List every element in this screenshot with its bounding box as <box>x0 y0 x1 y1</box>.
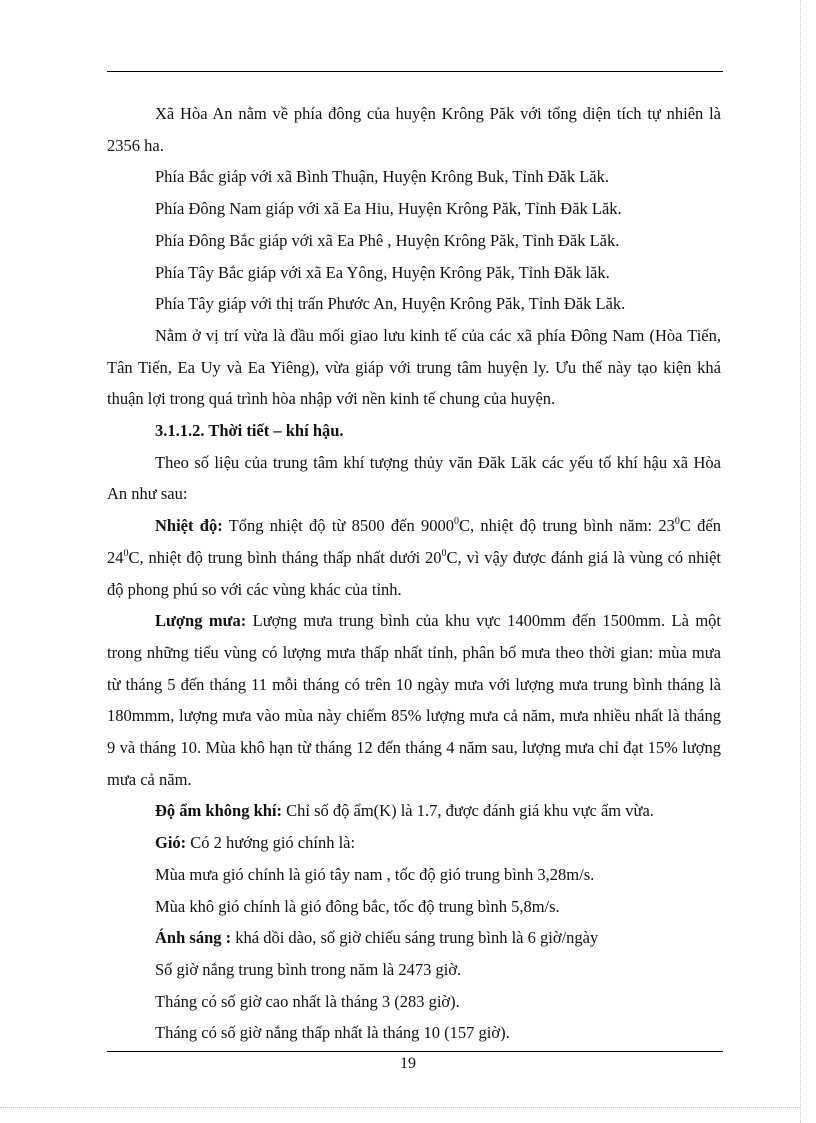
page-number: 19 <box>400 1055 416 1072</box>
document-body <box>107 98 721 1049</box>
sunshine-min-month: Tháng có số giờ nắng thấp nhất là tháng 10 (157 giờ). <box>155 1023 510 1043</box>
paragraph-location: Nằm ở vị trí vừa là đầu mối giao lưu kinh tế của các xã phía Đông Nam (Hòa Tiến, Tân Tiến, Ea Uy và Ea Yiêng), vừa giáp với trung tâm huyện ly. Ưu thế này tạo kiện khá thuận lợi trong quá trình hòa nhập với nền kinh tế chung của huyện. <box>107 325 721 409</box>
border-southeast: Phía Đông Nam giáp với xã Ea Hiu, Huyện Krông Păk, Tỉnh Đăk Lăk. <box>155 199 622 219</box>
paragraph-area: Xã Hòa An nằm về phía đông của huyện Krông Păk với tổng diện tích tự nhiên là 2356 ha. <box>107 104 721 155</box>
wind-dry-season: Mùa khô gió chính là gió đông bắc, tốc độ trung bình 5,8m/s. <box>155 896 560 916</box>
rainfall-label: Lượng mưa: <box>155 611 247 631</box>
border-northwest: Phía Tây Bắc giáp với xã Ea Yông, Huyện Krông Păk, Tỉnh Đăk lăk. <box>155 262 610 282</box>
temperature-text-1: Tổng nhiệt độ từ 8500 đến 9000 <box>222 516 454 536</box>
sunshine-max-month: Tháng có số giờ cao nhất là tháng 3 (283 giờ). <box>155 991 460 1011</box>
wind-text: Có 2 hướng gió chính là: <box>186 833 356 853</box>
temperature-text-5: C, vì vậy được đánh giá là vùng có nhiệt độ phong phú so với các vùng khác của tỉnh. <box>107 547 721 599</box>
section-heading-text: 3.1.1.2. Thời tiết – khí hậu. <box>155 421 344 441</box>
page-edge-bottom <box>0 1107 800 1108</box>
humidity-text: Chỉ số độ ẩm(K) là 1.7, được đánh giá khu vực ẩm vừa. <box>282 801 654 821</box>
degree-sup-1: 0 <box>453 516 459 528</box>
light-label: Ánh sáng : <box>155 928 232 948</box>
paragraph-temperature <box>107 510 721 605</box>
temperature-text-2: C, nhiệt độ trung bình năm: 23 <box>458 516 675 536</box>
degree-sup-2: 0 <box>674 516 680 528</box>
temperature-text-3: C đến 24 <box>107 516 722 567</box>
wind-rainy-season: Mùa mưa gió chính là gió tây nam , tốc độ gió trung bình 3,28m/s. <box>155 864 595 884</box>
section-heading <box>107 415 721 447</box>
paragraph-light <box>107 922 721 954</box>
page-edge-right <box>800 0 801 1123</box>
border-west: Phía Tây giáp với thị trấn Phước An, Huyện Krông Păk, Tỉnh Đăk Lăk. <box>155 294 626 314</box>
paragraph-rainfall <box>107 605 721 795</box>
temperature-text-4: C, nhiệt độ trung bình tháng thấp nhất dưới 20 <box>128 547 442 567</box>
paragraph-humidity <box>107 795 721 827</box>
wind-label: Gió: <box>155 833 187 853</box>
sunshine-annual: Số giờ nắng trung bình trong năm là 2473 giờ. <box>155 959 462 979</box>
footer-rule <box>107 1051 723 1052</box>
light-text: khá dồi dào, số giờ chiếu sáng trung bình là 6 giờ/ngày <box>231 928 599 948</box>
humidity-label: Độ ẩm không khí: <box>155 801 282 821</box>
header-rule <box>107 71 723 72</box>
paragraph-climate-intro: Theo số liệu của trung tâm khí tượng thủy văn Đăk Lăk các yếu tố khí hậu xã Hòa An như sau: <box>107 452 721 504</box>
temperature-label: Nhiệt độ: <box>155 516 223 536</box>
degree-sup-4: 0 <box>441 547 447 559</box>
paragraph-wind <box>107 827 721 859</box>
border-north: Phía Bắc giáp với xã Bình Thuận, Huyện Krông Buk, Tỉnh Đăk Lăk. <box>155 167 610 187</box>
rainfall-text: Lượng mưa trung bình của khu vực 1400mm đến 1500mm. Là một trong những tiểu vùng có lượng mưa thấp nhất tỉnh, phân bố mưa theo thời gian: mùa mưa từ tháng 5 đến tháng 11 mỗi tháng có trên 10 ngày mưa với lượng mưa trung bình tháng là 180mmm, lượng mưa vào mùa này chiếm 85% lượng mưa cả năm, mưa nhiều nhất là tháng 9 và tháng 10. Mùa khô hạn từ tháng 12 đến tháng 4 năm sau, lượng mưa chỉ đạt 15% lượng mưa cả năm. <box>107 611 721 789</box>
degree-sup-3: 0 <box>123 547 129 559</box>
border-northeast: Phía Đông Bắc giáp với xã Ea Phê , Huyện Krông Păk, Tỉnh Đăk Lăk. <box>155 230 620 250</box>
